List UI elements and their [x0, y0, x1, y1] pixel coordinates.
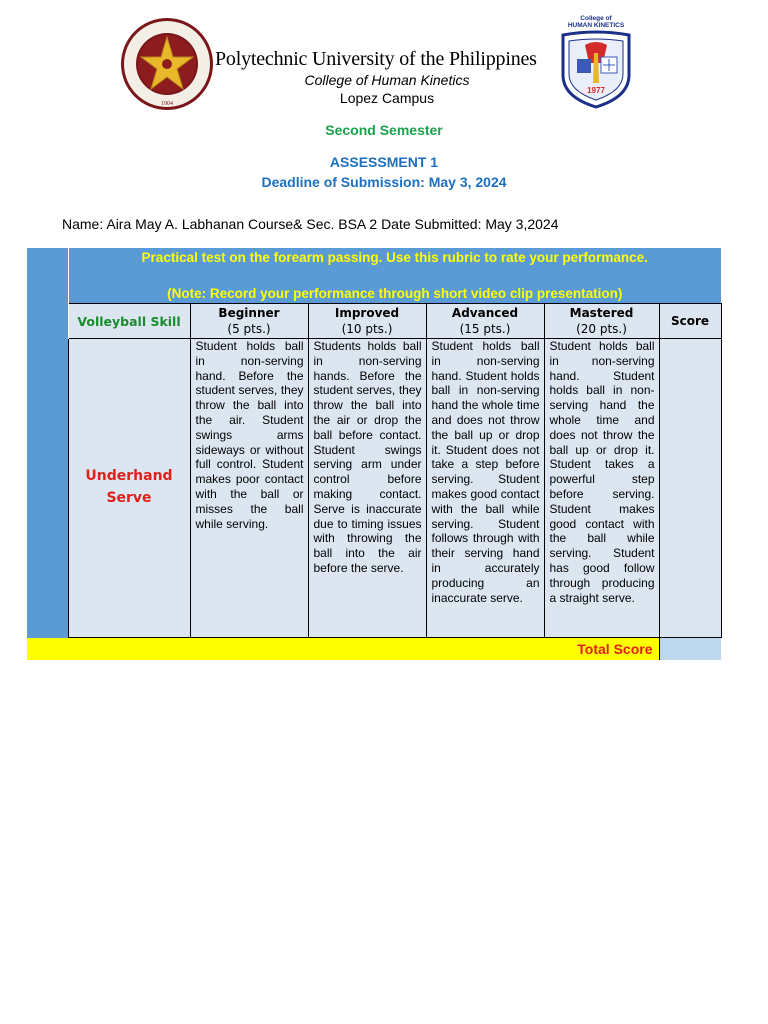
student-info-line: Name: Aira May A. Labhanan Course& Sec. BSA 2 Date Submitted: May 3,2024 — [62, 216, 559, 232]
level-header-beginner — [190, 304, 308, 339]
description-text: Student holds ball in non-serving hand. Student holds ball in non-serving hand the whole time and does not throw the ball up or drop it. Student takes a powerful step before serving. Student makes good contact with the ball while serving. Student has good follow through producing a straight serve. — [549, 339, 655, 605]
total-row — [27, 638, 721, 661]
score-header: Score — [670, 314, 710, 328]
campus-name: Lopez Campus — [339, 90, 435, 106]
level-name: Improved — [334, 306, 400, 320]
skill-name-cell — [68, 339, 190, 638]
score-header-cell — [659, 304, 721, 339]
level-name: Beginner — [218, 306, 280, 320]
left-margin-cell — [27, 304, 68, 339]
total-score-label: Total Score — [27, 638, 659, 661]
level-points: (5 pts.) — [227, 322, 271, 336]
description-advanced — [426, 339, 544, 638]
description-improved — [308, 339, 426, 638]
level-header-mastered — [544, 304, 659, 339]
level-name: Advanced — [451, 306, 519, 320]
score-input-cell[interactable] — [659, 339, 721, 638]
level-header-advanced — [426, 304, 544, 339]
left-margin-cell — [27, 339, 68, 638]
instruction-note: (Note: Record your performance through short video clip presentation) — [167, 286, 623, 301]
college-name: College of Human Kinetics — [304, 72, 470, 88]
semester-label: Second Semester — [325, 122, 443, 138]
rubric-table — [27, 248, 722, 660]
level-header-row — [27, 304, 721, 339]
description-mastered — [544, 339, 659, 638]
instruction-row — [27, 248, 721, 304]
description-text: Student holds ball in non-serving hand. Before the student serves, they throw the ball into the air. Student swings arms sideways or without full control. Student makes poor contact with the ball or misses the ball while serving. — [195, 339, 304, 531]
university-name: Polytechnic University of the Philippines — [215, 48, 537, 70]
instruction-text: Practical test on the forearm passing. Use this rubric to rate your performance. — [141, 250, 648, 265]
level-points: (20 pts.) — [576, 322, 627, 336]
skill-name-line: Serve — [106, 490, 152, 506]
seal-year: 1904 — [161, 101, 173, 107]
skill-header: Volleyball Skill — [77, 313, 181, 329]
level-points: (15 pts.) — [459, 322, 511, 336]
left-margin-cell — [27, 248, 68, 304]
description-text: Student holds ball in non-serving hand. Student holds ball in non-serving hand the whole time and does not throw the ball up or drop it. Student does not take a step before serving. Student makes good contact with the ball while serving. Student follows through with their serving hand in accurately producing an inaccurate serve. — [431, 339, 540, 605]
deadline-label: Deadline of Submission: May 3, 2024 — [261, 174, 507, 190]
level-name: Mastered — [569, 306, 634, 320]
total-score-cell[interactable] — [659, 638, 721, 661]
level-points: (10 pts.) — [341, 322, 393, 336]
skill-row — [27, 339, 721, 638]
level-header-improved — [308, 304, 426, 339]
chk-logo-year: 1977 — [587, 86, 605, 95]
instruction-cell — [68, 248, 721, 304]
chk-logo-title-2: HUMAN KINETICS — [567, 22, 625, 29]
skill-name-line: Underhand — [85, 468, 173, 484]
chk-logo-title-1: College of — [580, 15, 612, 22]
assessment-title: ASSESSMENT 1 — [329, 154, 439, 170]
description-text: Students holds ball in non-serving hands. Before the student serves, they throw the ball into the air or drop the ball before contact. Student swings serving arm under control before making contact. Serve is inaccurate due to timing issues with throwing the ball into the air before the serve. — [313, 339, 422, 575]
skill-header-cell — [68, 304, 190, 339]
description-beginner — [190, 339, 308, 638]
